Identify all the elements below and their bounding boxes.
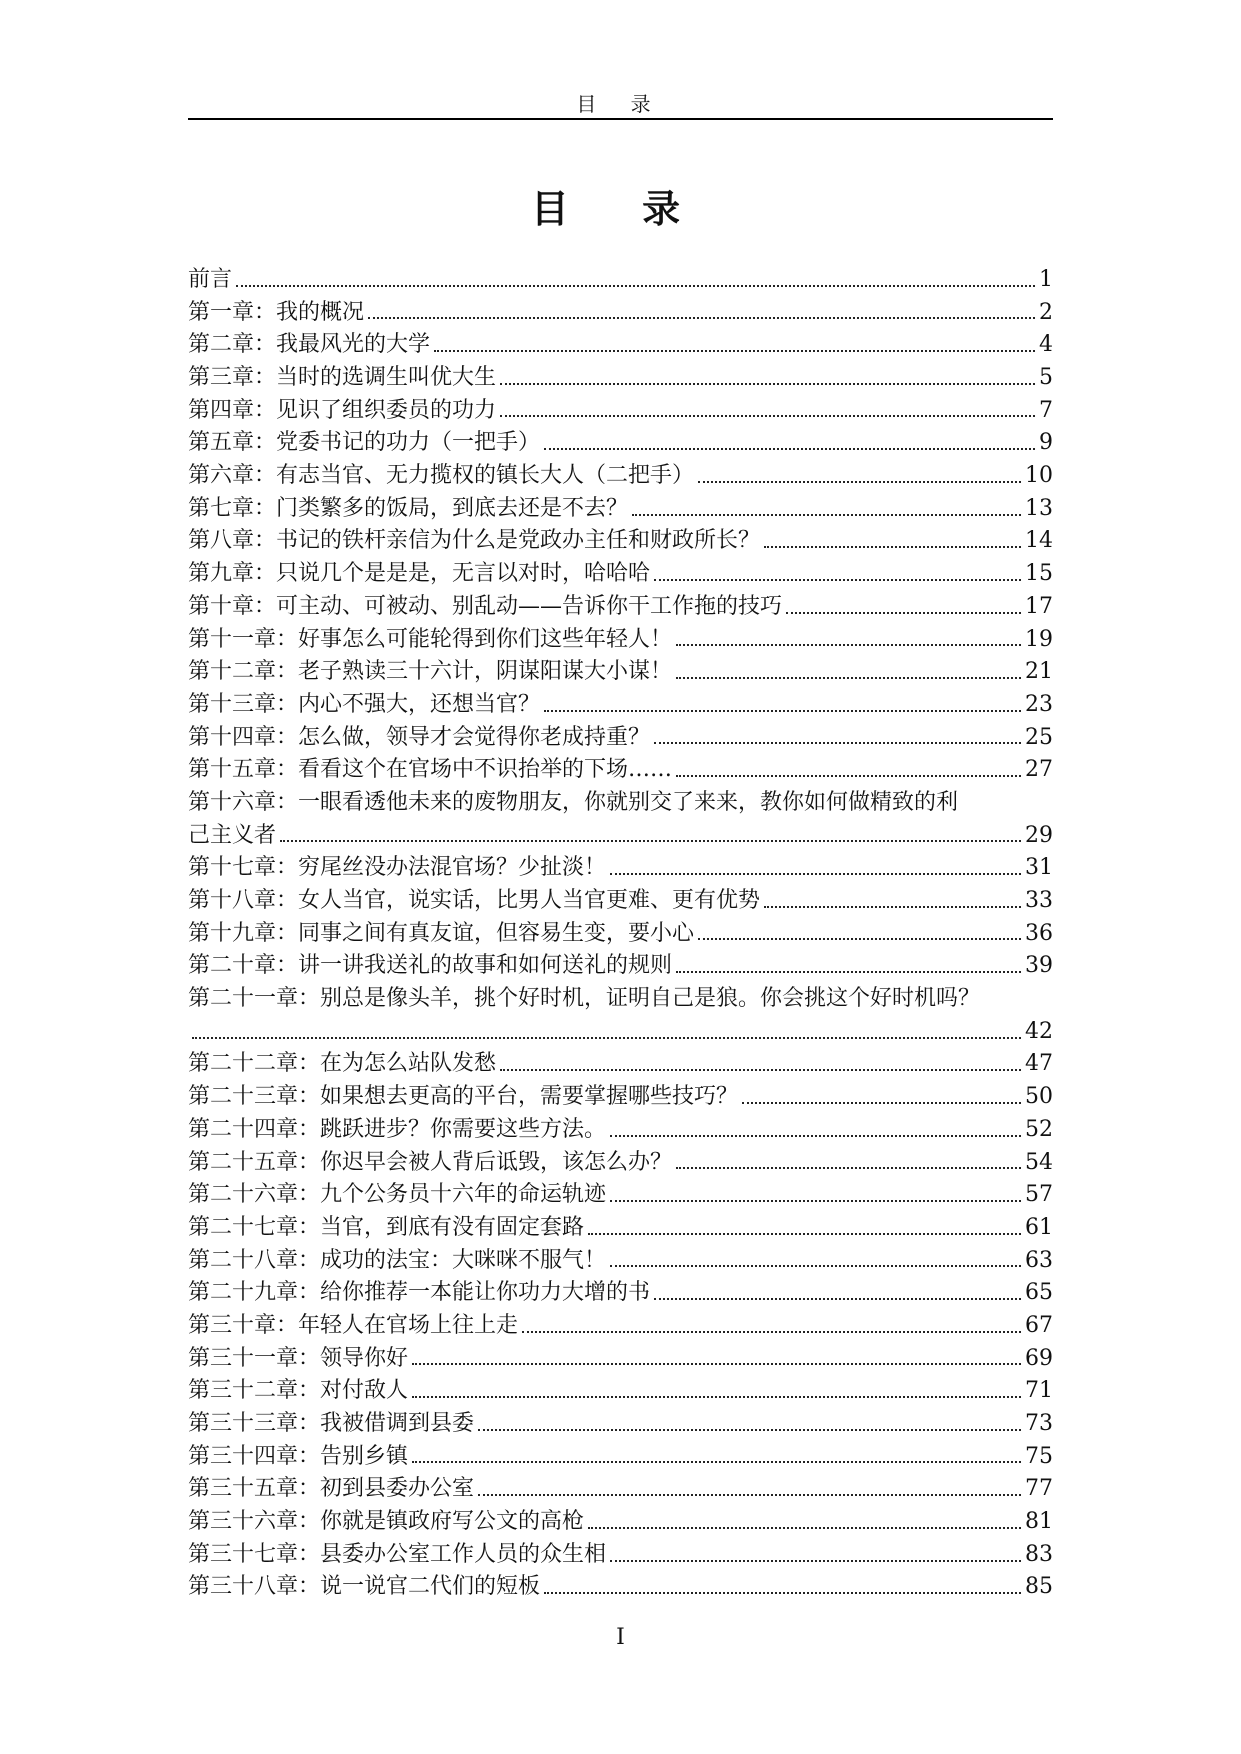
toc-dot-leader (676, 644, 1021, 646)
header-rule (188, 118, 1053, 120)
toc-entry-page: 36 (1025, 920, 1053, 946)
toc-entry[interactable] (188, 1343, 1053, 1376)
toc-entry-label: 第三十四章：告别乡镇 (188, 1443, 409, 1469)
toc-entry[interactable] (188, 1441, 1053, 1474)
toc-entry-label: 第七章：门类繁多的饭局，到底去还是不去？ (188, 495, 629, 521)
toc-dot-leader (478, 1494, 1021, 1496)
toc-entry-page: 14 (1025, 528, 1053, 554)
toc-dot-leader (280, 840, 1021, 842)
toc-entry-label: 第六章：有志当官、无力揽权的镇长大人（二把手） (188, 463, 695, 489)
toc-entry-label: 前言 (188, 266, 233, 292)
toc-entry-label: 第十章：可主动、可被动、别乱动——告诉你干工作拖的技巧 (188, 593, 783, 619)
toc-dot-leader (192, 1037, 1021, 1039)
toc-entry-label: 第十六章：一眼看透他未来的废物朋友，你就别交了来来，教你如何做精致的利 (188, 789, 959, 815)
toc-entry-page: 1 (1039, 266, 1053, 292)
toc-entry-label: 第十五章：看看这个在官场中不识抬举的下场…… (188, 757, 673, 783)
toc-entry[interactable] (188, 427, 1053, 460)
toc-entry-label: 第三十七章：县委办公室工作人员的众生相 (188, 1541, 607, 1567)
toc-entry-label: 第二章：我最风光的大学 (188, 332, 431, 358)
toc-entry-label: 第四章：见识了组织委员的功力 (188, 397, 497, 423)
toc-entry-page: 9 (1039, 430, 1053, 456)
toc-entry[interactable] (188, 820, 1053, 853)
toc-entry-page: 29 (1025, 822, 1053, 848)
toc-dot-leader (698, 938, 1021, 940)
toc-entry[interactable] (188, 918, 1053, 951)
toc-entry-label: 第三十三章：我被借调到县委 (188, 1411, 475, 1437)
toc-entry-page: 85 (1025, 1574, 1053, 1600)
toc-entry[interactable] (188, 950, 1053, 983)
toc-entry-page: 54 (1025, 1149, 1053, 1175)
toc-entry-label: 第三十五章：初到县委办公室 (188, 1476, 475, 1502)
toc-entry-label: 第十八章：女人当官，说实话，比男人当官更难、更有优势 (188, 888, 761, 914)
toc-entry[interactable] (188, 1245, 1053, 1278)
toc-entry-page: 65 (1025, 1280, 1053, 1306)
toc-entry-page: 23 (1025, 691, 1053, 717)
toc-entry-label: 己主义者 (188, 822, 277, 848)
toc-entry-label: 第二十一章：别总是像头羊，挑个好时机，证明自己是狼。你会挑这个好时机吗？ (188, 986, 981, 1012)
toc-entry-label: 第十三章：内心不强大，还想当官？ (188, 691, 541, 717)
toc-entry-label: 第二十七章：当官，到底有没有固定套路 (188, 1214, 585, 1240)
toc-dot-leader (412, 1396, 1021, 1398)
toc-entry-page: 33 (1025, 888, 1053, 914)
toc-entry-label: 第十七章：穷尾丝没办法混官场？少扯淡！ (188, 855, 607, 881)
toc-entry-label: 第二十三章：如果想去更高的平台，需要掌握哪些技巧？ (188, 1084, 739, 1110)
toc-dot-leader (412, 1461, 1021, 1463)
toc-entry-label: 第八章：书记的铁杆亲信为什么是党政办主任和财政所长？ (188, 528, 761, 554)
toc-dot-leader (676, 1167, 1021, 1169)
toc-entry[interactable] (188, 493, 1053, 526)
toc-entry-page: 81 (1025, 1509, 1053, 1535)
toc-dot-leader (412, 1363, 1021, 1365)
toc-entry-label: 第二十二章：在为怎么站队发愁 (188, 1051, 497, 1077)
toc-entry[interactable] (188, 689, 1053, 722)
toc-entry-label: 第三十六章：你就是镇政府写公文的高枪 (188, 1509, 585, 1535)
toc-entry-label: 第三十章：年轻人在官场上往上走 (188, 1312, 519, 1338)
toc-entry[interactable] (188, 983, 1053, 1016)
toc-dot-leader (654, 1298, 1021, 1300)
toc-entry[interactable] (188, 722, 1053, 755)
toc-entry[interactable] (188, 1114, 1053, 1147)
toc-entry-page: 15 (1025, 561, 1053, 587)
toc-dot-leader (610, 1200, 1021, 1202)
toc-entry-page: 63 (1025, 1247, 1053, 1273)
toc-entry-label: 第五章：党委书记的功力（一把手） (188, 430, 541, 456)
toc-dot-leader (764, 546, 1021, 548)
toc-entry-label: 第一章：我的概况 (188, 299, 365, 325)
toc-dot-leader (610, 1265, 1021, 1267)
toc-entry[interactable] (188, 460, 1053, 493)
toc-dot-leader (698, 481, 1021, 483)
toc-entry-page: 47 (1025, 1051, 1053, 1077)
toc-entry[interactable] (188, 1016, 1053, 1049)
toc-entry-label: 第十四章：怎么做，领导才会觉得你老成持重？ (188, 724, 651, 750)
toc-entry-page: 10 (1025, 463, 1053, 489)
toc-dot-leader (478, 1429, 1021, 1431)
toc-entry-page: 83 (1025, 1541, 1053, 1567)
toc-dot-leader (544, 448, 1035, 450)
toc-entry[interactable] (188, 1212, 1053, 1245)
toc-entry[interactable] (188, 852, 1053, 885)
toc-entry-label: 第二十九章：给你推荐一本能让你功力大增的书 (188, 1280, 651, 1306)
toc-entry-page: 2 (1039, 299, 1053, 325)
toc-dot-leader (786, 612, 1021, 614)
page-title: 目 录 (530, 186, 711, 231)
toc-entry[interactable] (188, 885, 1053, 918)
running-header: 目 录 (576, 92, 665, 116)
toc-entry-page: 71 (1025, 1378, 1053, 1404)
toc-entry-label: 第三十二章：对付敌人 (188, 1378, 409, 1404)
toc-dot-leader (610, 1560, 1021, 1562)
toc-entry[interactable] (188, 1147, 1053, 1180)
toc-entry[interactable] (188, 395, 1053, 428)
toc-entry-page: 4 (1039, 332, 1053, 358)
toc-entry-page: 17 (1025, 593, 1053, 619)
toc-entry-page: 27 (1025, 757, 1053, 783)
toc-entry[interactable] (188, 787, 1053, 820)
toc-entry-page: 50 (1025, 1084, 1053, 1110)
toc-entry[interactable] (188, 1539, 1053, 1572)
toc-entry[interactable] (188, 656, 1053, 689)
toc-entry[interactable] (188, 362, 1053, 395)
toc-entry[interactable] (188, 1310, 1053, 1343)
toc-entry[interactable] (188, 1408, 1053, 1441)
toc-entry-label: 第十二章：老子熟读三十六计，阴谋阳谋大小谋！ (188, 659, 673, 685)
toc-entry-page: 19 (1025, 626, 1053, 652)
toc-entry[interactable] (188, 754, 1053, 787)
toc-entry[interactable] (188, 329, 1053, 362)
toc-dot-leader (236, 285, 1035, 287)
toc-entry[interactable] (188, 558, 1053, 591)
toc-entry-page: 73 (1025, 1411, 1053, 1437)
toc-entry-page: 7 (1039, 397, 1053, 423)
toc-entry-page: 25 (1025, 724, 1053, 750)
toc-dot-leader (500, 383, 1035, 385)
toc-entry[interactable] (188, 297, 1053, 330)
toc-entry[interactable] (188, 1375, 1053, 1408)
toc-dot-leader (610, 873, 1021, 875)
toc-entry[interactable] (188, 1572, 1053, 1605)
toc-entry[interactable] (188, 264, 1053, 297)
table-of-contents (188, 264, 1053, 1604)
toc-dot-leader (522, 1331, 1021, 1333)
toc-entry-page: 61 (1025, 1214, 1053, 1240)
toc-dot-leader (654, 579, 1021, 581)
toc-dot-leader (500, 415, 1035, 417)
toc-entry-page: 69 (1025, 1345, 1053, 1371)
toc-entry-label: 第二十六章：九个公务员十六年的命运轨迹 (188, 1182, 607, 1208)
toc-entry-page: 13 (1025, 495, 1053, 521)
toc-entry-label: 第三十八章：说一说官二代们的短板 (188, 1574, 541, 1600)
toc-dot-leader (588, 1527, 1021, 1529)
toc-entry[interactable] (188, 624, 1053, 657)
toc-entry[interactable] (188, 591, 1053, 624)
toc-dot-leader (544, 1592, 1021, 1594)
toc-dot-leader (742, 1102, 1021, 1104)
toc-dot-leader (632, 514, 1021, 516)
toc-dot-leader (368, 317, 1035, 319)
page-number: I (616, 1625, 625, 1650)
toc-entry-page: 77 (1025, 1476, 1053, 1502)
toc-entry-label: 第二十章：讲一讲我送礼的故事和如何送礼的规则 (188, 953, 673, 979)
toc-entry-page: 39 (1025, 953, 1053, 979)
toc-entry[interactable] (188, 526, 1053, 559)
toc-dot-leader (764, 906, 1021, 908)
toc-dot-leader (544, 710, 1021, 712)
toc-entry[interactable] (188, 1277, 1053, 1310)
toc-entry-label: 第二十八章：成功的法宝：大咪咪不服气！ (188, 1247, 607, 1273)
toc-dot-leader (676, 971, 1021, 973)
toc-entry-label: 第二十四章：跳跃进步？你需要这些方法。 (188, 1116, 607, 1142)
toc-dot-leader (500, 1069, 1021, 1071)
toc-entry-label: 第十一章：好事怎么可能轮得到你们这些年轻人！ (188, 626, 673, 652)
toc-entry-label: 第三章：当时的选调生叫优大生 (188, 365, 497, 391)
toc-entry[interactable] (188, 1179, 1053, 1212)
toc-entry-page: 67 (1025, 1312, 1053, 1338)
toc-entry-page: 31 (1025, 855, 1053, 881)
toc-entry-page: 52 (1025, 1116, 1053, 1142)
toc-entry[interactable] (188, 1506, 1053, 1539)
toc-dot-leader (610, 1135, 1021, 1137)
toc-entry-page: 57 (1025, 1182, 1053, 1208)
toc-entry-page: 5 (1039, 365, 1053, 391)
toc-dot-leader (588, 1233, 1021, 1235)
toc-dot-leader (676, 775, 1021, 777)
toc-entry-label: 第九章：只说几个是是是，无言以对时，哈哈哈 (188, 561, 651, 587)
toc-entry-page: 42 (1025, 1018, 1053, 1044)
toc-entry-page: 75 (1025, 1443, 1053, 1469)
toc-entry-label: 第二十五章：你迟早会被人背后诋毁，该怎么办？ (188, 1149, 673, 1175)
toc-entry-page: 21 (1025, 659, 1053, 685)
toc-entry[interactable] (188, 1049, 1053, 1082)
toc-dot-leader (434, 350, 1035, 352)
toc-entry[interactable] (188, 1081, 1053, 1114)
toc-entry-label: 第三十一章：领导你好 (188, 1345, 409, 1371)
toc-dot-leader (654, 742, 1021, 744)
toc-dot-leader (676, 677, 1021, 679)
toc-entry-label: 第十九章：同事之间有真友谊，但容易生变，要小心 (188, 920, 695, 946)
toc-entry[interactable] (188, 1473, 1053, 1506)
